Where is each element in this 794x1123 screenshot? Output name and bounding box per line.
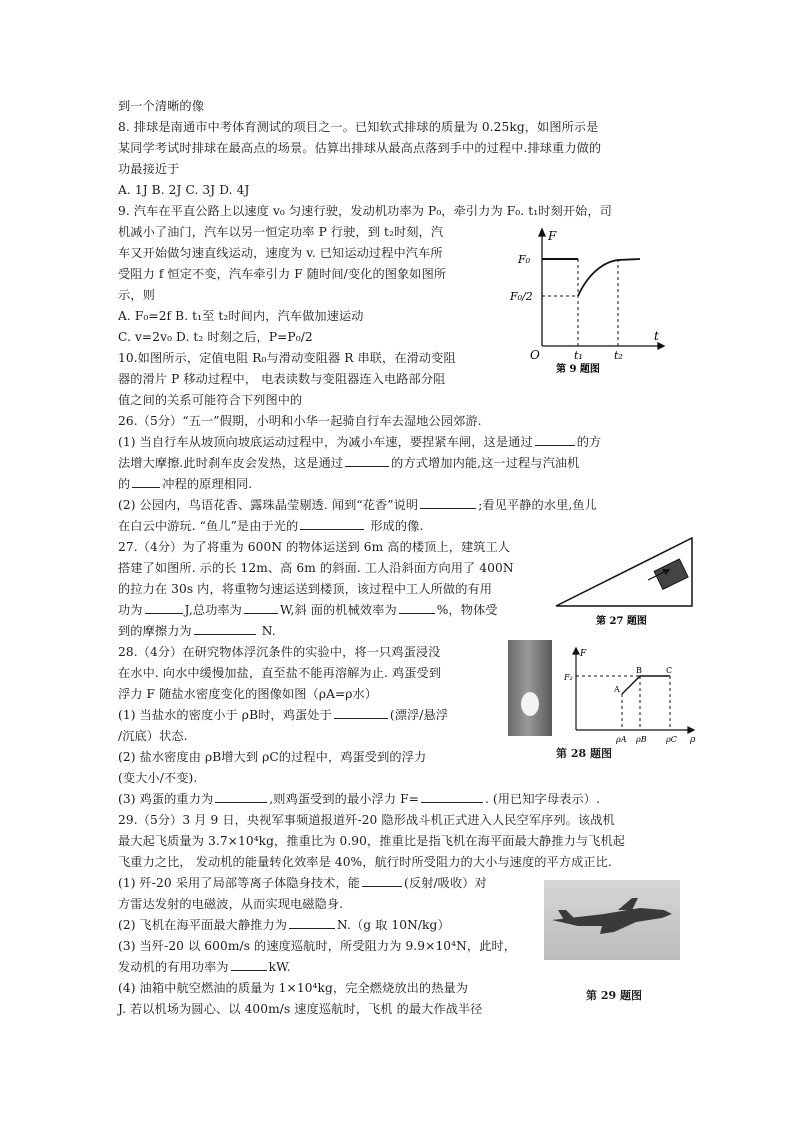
t1-label: t₁ bbox=[574, 349, 583, 362]
origin-label: O bbox=[530, 348, 540, 362]
y-axis-arrow bbox=[573, 648, 579, 654]
q26-part1-line3: 的 冲程的原理相同. bbox=[118, 474, 252, 494]
q29-part4-line2: J. 若以机场为圆心、以 400m/s 速度巡航时，飞机 的最大作战半径 bbox=[118, 1002, 483, 1016]
figure-caption: 第 27 题图 bbox=[596, 616, 647, 627]
tick-rho-a: ρA bbox=[616, 735, 627, 744]
answer-blank[interactable] bbox=[231, 957, 267, 971]
q26-intro: 26.（5分）“五一”假期，小明和小华一起骑自行车去湿地公园郊游. bbox=[118, 414, 482, 428]
q27-line-1: 27.（4分）为了将重为 600N 的物体运送到 6m 高的楼顶上，建筑工人 bbox=[118, 540, 511, 554]
q26-part2-line2: 在白云中游玩. “鱼儿”是由于光的 形成的像. bbox=[118, 516, 423, 536]
q10-line-2: 器的滑片 P 移动过程中， 电表读数与变阻器连入电路部分阻 bbox=[118, 372, 446, 386]
q28-part3: (3) 鸡蛋的重力为 ,则鸡蛋受到的最小浮力 F= . (用已知字母表示）. bbox=[118, 789, 600, 809]
q29-part1-line2: 方雷达发射的电磁波，从而实现电磁隐身. bbox=[118, 897, 344, 911]
tick-rho-c: ρC bbox=[666, 735, 677, 744]
q26-part1-line1: (1) 当自行车从坡顶向坡底运动过程中，为减小车速，要捏紧车闸，这是通过 的方 bbox=[118, 432, 601, 452]
answer-blank[interactable] bbox=[535, 432, 575, 446]
q9-line-3: 车又开始做匀速直线运动，速度为 v. 已知运动过程中汽车所 bbox=[118, 246, 443, 260]
answer-blank[interactable] bbox=[289, 915, 335, 929]
q28-line-3: 浮力 F 随盐水密度变化的图像如图（ρA=ρ水） bbox=[118, 687, 378, 701]
q9-line-1: 9. 汽车在平直公路上以速度 v₀ 匀速行驶，发动机功率为 P₀，牵引力为 F₀. t₁时刻开始，司 bbox=[118, 204, 612, 218]
q9-options-ab: A. F₀=2f B. t₁至 t₂时间内，汽车做加速运动 bbox=[118, 309, 364, 323]
jet-silhouette bbox=[544, 880, 680, 960]
answer-blank[interactable] bbox=[132, 474, 160, 488]
q8-line-3: 功最接近于 bbox=[118, 162, 180, 176]
q29-part4-line1: (4) 油箱中航空燃油的质量为 1×10⁴kg，完全燃烧放出的热量为 bbox=[118, 981, 469, 995]
q29-part2: (2) 飞机在海平面最大静推力为 N.（g 取 10N/kg） bbox=[118, 915, 450, 935]
x-axis-arrow bbox=[658, 343, 664, 349]
q8-options: A. 1J B. 2J C. 3J D. 4J bbox=[118, 183, 250, 197]
q29-line-3: 飞重力之比， 发动机的能量转化效率是 40%，航行时所受阻力的大小与速度的平方成正比. bbox=[118, 855, 612, 869]
q28-part2-line1: (2) 盐水密度由 ρB增大到 ρC的过程中，鸡蛋受到的浮力 bbox=[118, 750, 427, 764]
q28-part2-line2: (变大小/不变). bbox=[118, 771, 198, 785]
figure-28-graph bbox=[560, 646, 698, 756]
axis-x-label: t bbox=[654, 329, 659, 343]
answer-blank[interactable] bbox=[300, 516, 364, 530]
figure-9-graph bbox=[508, 226, 668, 376]
j20-jet-photo bbox=[544, 880, 680, 960]
q27-line-5: 到的摩擦力为 N. bbox=[118, 621, 276, 641]
answer-blank[interactable] bbox=[194, 621, 256, 635]
q27-line-4: 功为 J,总功率为 W,斜 面的机械效率为 %，物体受 bbox=[118, 600, 498, 620]
q28-line-2: 在水中. 向水中缓慢加盐，直至盐不能再溶解为止. 鸡蛋受到 bbox=[118, 666, 442, 680]
recovery-curve bbox=[578, 259, 640, 296]
q28-part1-line2: /沉底）状态. bbox=[118, 729, 188, 743]
q9-line-2: 机减小了油门，汽车以另一恒定功率 P 行驶，到 t₂时刻，汽 bbox=[118, 225, 444, 239]
x-axis-arrow bbox=[688, 727, 694, 733]
q9-line-4: 受阻力 f 恒定不变，汽车牵引力 F 随时间/变化的图象如图所 bbox=[118, 267, 447, 281]
q9-options-cd: C. v=2v₀ D. t₂ 时刻之后，P=P₀/2 bbox=[118, 330, 313, 344]
figure-caption: 第 9 题图 bbox=[556, 364, 600, 375]
q28-part1-line1: (1) 当盐水的密度小于 ρB时，鸡蛋处于 (漂浮/悬浮 bbox=[118, 705, 448, 725]
answer-blank[interactable] bbox=[345, 453, 389, 467]
q29-line-2: 最大起飞质量为 3.7×10⁴kg，推重比为 0.90，推重比是指飞机在海平面最大静推力与飞机起 bbox=[118, 834, 626, 848]
half-f0-label: F₀/2 bbox=[510, 290, 533, 303]
q9-line-5: 示，则 bbox=[118, 288, 155, 302]
q29-part3-line2: 发动机的有用功率为 kW. bbox=[118, 957, 291, 977]
answer-blank[interactable] bbox=[399, 600, 435, 614]
answer-blank[interactable] bbox=[420, 495, 476, 509]
q26-part2-line1: (2) 公园内，鸟语花香、露珠晶莹剔透. 闻到“花香”说明 ;看见平静的水里,鱼儿 bbox=[118, 495, 597, 515]
answer-blank[interactable] bbox=[421, 789, 483, 803]
t2-label: t₂ bbox=[614, 349, 623, 362]
q10-line-3: 值之间的关系可能符合下列图中的 bbox=[118, 393, 303, 407]
point-b-label: B bbox=[636, 666, 642, 675]
egg-beaker-photo bbox=[508, 640, 552, 736]
tick-rho-b: ρB bbox=[636, 735, 647, 744]
figure-27-incline bbox=[552, 536, 702, 630]
answer-blank[interactable] bbox=[145, 600, 183, 614]
y-axis-arrow bbox=[539, 229, 545, 236]
axis-x-label: ρ bbox=[690, 735, 696, 745]
q29-line-1: 29.（5分）3 月 9 日，央视军事频道报道歼-20 隐形战斗机正式进入人民空军序列。该战机 bbox=[118, 813, 615, 827]
point-c-label: C bbox=[666, 666, 673, 675]
q27-line-3: 的拉力在 30s 内，将重物匀速运送到楼顶，该过程中工人所做的有用 bbox=[118, 582, 493, 596]
q10-line-1: 10.如图所示，定值电阻 R₀与滑动变阻器 R 串联，在滑动变阻 bbox=[118, 351, 456, 365]
q29-part3-line1: (3) 当歼-20 以 600m/s 的速度巡航时，所受阻力为 9.9×10⁴N，此时， bbox=[118, 939, 517, 953]
figure-caption: 第 28 题图 bbox=[556, 747, 612, 760]
buoyancy-curve bbox=[622, 676, 670, 694]
q28-line-1: 28.（4分）在研究物体浮沉条件的实验中，将一只鸡蛋浸没 bbox=[118, 645, 441, 659]
figure-caption: 第 29 题图 bbox=[586, 989, 642, 1002]
answer-blank[interactable] bbox=[362, 873, 402, 887]
q27-line-2: 搭建了如图所. 示的长 12m、高 6m 的斜面. 工人沿斜面方向用了 400N bbox=[118, 561, 514, 575]
answer-blank[interactable] bbox=[334, 705, 388, 719]
axis-y-label: F bbox=[580, 649, 587, 659]
point-a-label: A bbox=[614, 685, 620, 694]
text-line: 到一个清晰的像 bbox=[118, 99, 205, 113]
q8-line-2: 某同学考试时排球在最高点的场景。估算出排球从最高点落到手中的过程中.排球重力做的 bbox=[118, 141, 602, 155]
q8-line-1: 8. 排球是南通市中考体育测试的项目之一。已知软式排球的质量为 0.25kg，如图所示是 bbox=[118, 120, 599, 134]
q29-part1-line1: (1) 歼-20 采用了局部等离子体隐身技术，能 (反射/吸收）对 bbox=[118, 873, 487, 893]
egg-shape bbox=[521, 692, 539, 716]
q26-part1-line2: 法增大摩擦.此时刹车皮会发热，这是通过 的方式增加内能,这一过程与汽油机 bbox=[118, 453, 579, 473]
answer-blank[interactable] bbox=[215, 789, 267, 803]
axis-y-label: F bbox=[548, 229, 557, 243]
answer-blank[interactable] bbox=[244, 600, 278, 614]
f-level-label: F₂ bbox=[564, 673, 573, 682]
f0-label: F₀ bbox=[518, 253, 531, 266]
